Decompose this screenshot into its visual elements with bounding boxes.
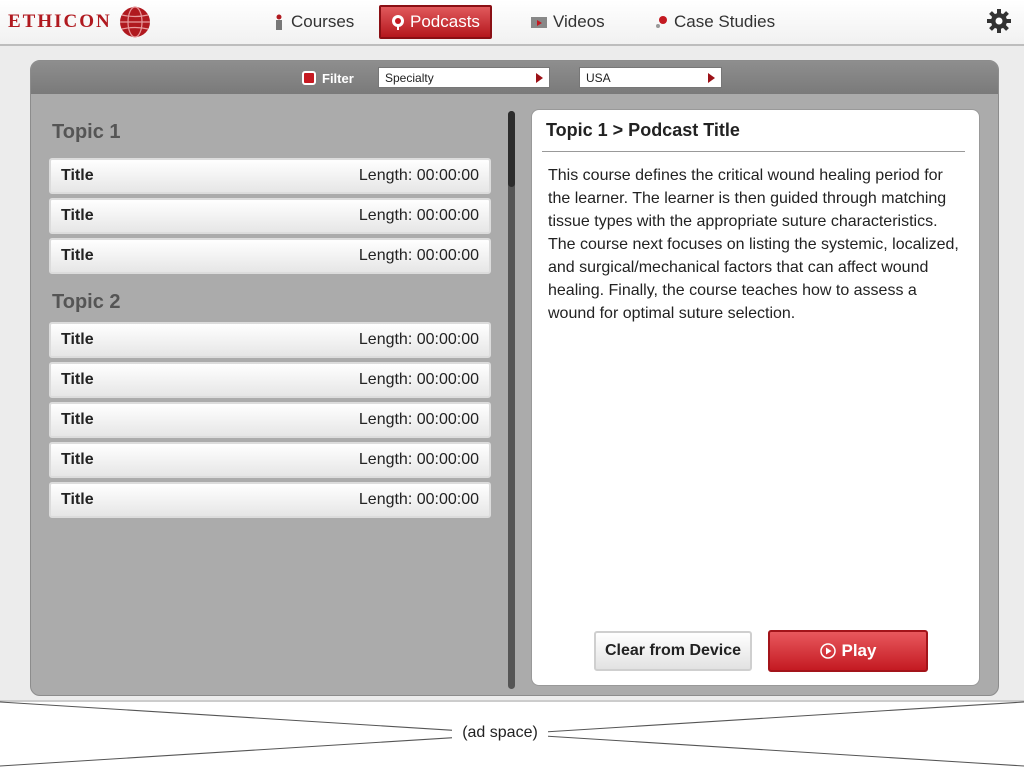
course-icon	[272, 14, 286, 30]
nav-podcasts-label: Podcasts	[410, 12, 480, 31]
specialty-select-value: Specialty	[385, 71, 434, 85]
list-scrollbar-thumb[interactable]	[508, 111, 515, 187]
podcast-row[interactable]	[49, 482, 491, 518]
filter-label: Filter	[322, 71, 354, 86]
topic-heading: Topic 1	[52, 121, 121, 143]
list-scrollbar[interactable]	[508, 111, 515, 689]
podcast-length: Length: 00:00:00	[358, 451, 479, 468]
podcast-title: Title	[61, 491, 94, 508]
podcast-title: Title	[61, 207, 94, 224]
podcast-row[interactable]	[49, 198, 491, 234]
brand-name: ETHICON	[8, 11, 112, 32]
gear-icon[interactable]	[986, 8, 1012, 34]
clear-button-label: Clear from Device	[604, 642, 742, 659]
nav-podcasts[interactable]	[379, 5, 492, 39]
nav-courses-label: Courses	[291, 12, 355, 31]
topic-heading: Topic 2	[52, 291, 121, 313]
podcast-length: Length: 00:00:00	[358, 491, 479, 508]
nav-courses[interactable]	[262, 5, 364, 39]
podcast-title: Title	[61, 331, 94, 348]
region-select[interactable]	[579, 67, 722, 88]
nav-videos[interactable]	[520, 5, 615, 39]
podcast-row[interactable]	[49, 402, 491, 438]
podcasts-panel	[30, 60, 999, 696]
podcast-title: Title	[61, 371, 94, 388]
clear-from-device-button[interactable]	[594, 631, 752, 671]
specialty-select[interactable]	[378, 67, 550, 88]
play-button-label: Play	[841, 641, 877, 660]
ad-space	[0, 700, 1024, 768]
filter-checkbox[interactable]	[302, 71, 316, 85]
podcast-length: Length: 00:00:00	[358, 331, 479, 348]
play-button[interactable]	[768, 630, 928, 672]
podcast-length: Length: 00:00:00	[358, 411, 479, 428]
filter-bar	[31, 61, 998, 94]
nav-case-studies[interactable]	[645, 5, 785, 39]
case-study-icon	[655, 14, 669, 30]
ethicon-logo[interactable]	[8, 4, 152, 40]
dropdown-arrow-icon	[708, 73, 715, 83]
podcast-length: Length: 00:00:00	[358, 167, 479, 184]
play-icon	[820, 643, 836, 659]
ad-space-label: (ad space)	[452, 724, 548, 742]
podcast-row[interactable]	[49, 442, 491, 478]
detail-description: This course defines the critical wound healing period for the learner. The learner is then guided through matching tissue types with the appropriate suture characteristics. The course next focuses on listing the systemic, localized, and surgical/mechanical factors that can affect wound healing. Finally, the course teaches how to assess a wound for optimal suture selection.	[548, 167, 959, 322]
podcast-row[interactable]	[49, 158, 491, 194]
podcast-row[interactable]	[49, 238, 491, 274]
globe-icon	[118, 5, 152, 39]
podcast-length: Length: 00:00:00	[358, 247, 479, 264]
dropdown-arrow-icon	[536, 73, 543, 83]
podcast-row[interactable]	[49, 322, 491, 358]
top-nav-bar	[0, 0, 1024, 46]
podcast-title: Title	[61, 451, 94, 468]
podcast-title: Title	[61, 247, 94, 264]
podcast-length: Length: 00:00:00	[358, 207, 479, 224]
podcast-icon	[391, 14, 405, 30]
podcast-length: Length: 00:00:00	[358, 371, 479, 388]
podcast-title: Title	[61, 167, 94, 184]
divider	[542, 151, 965, 152]
nav-videos-label: Videos	[553, 12, 605, 31]
nav-case-studies-label: Case Studies	[674, 12, 776, 31]
detail-title: Topic 1 > Podcast Title	[546, 120, 740, 140]
podcast-row[interactable]	[49, 362, 491, 398]
video-icon	[530, 14, 548, 30]
podcast-detail-card	[531, 109, 980, 686]
podcast-title: Title	[61, 411, 94, 428]
region-select-value: USA	[586, 71, 611, 85]
